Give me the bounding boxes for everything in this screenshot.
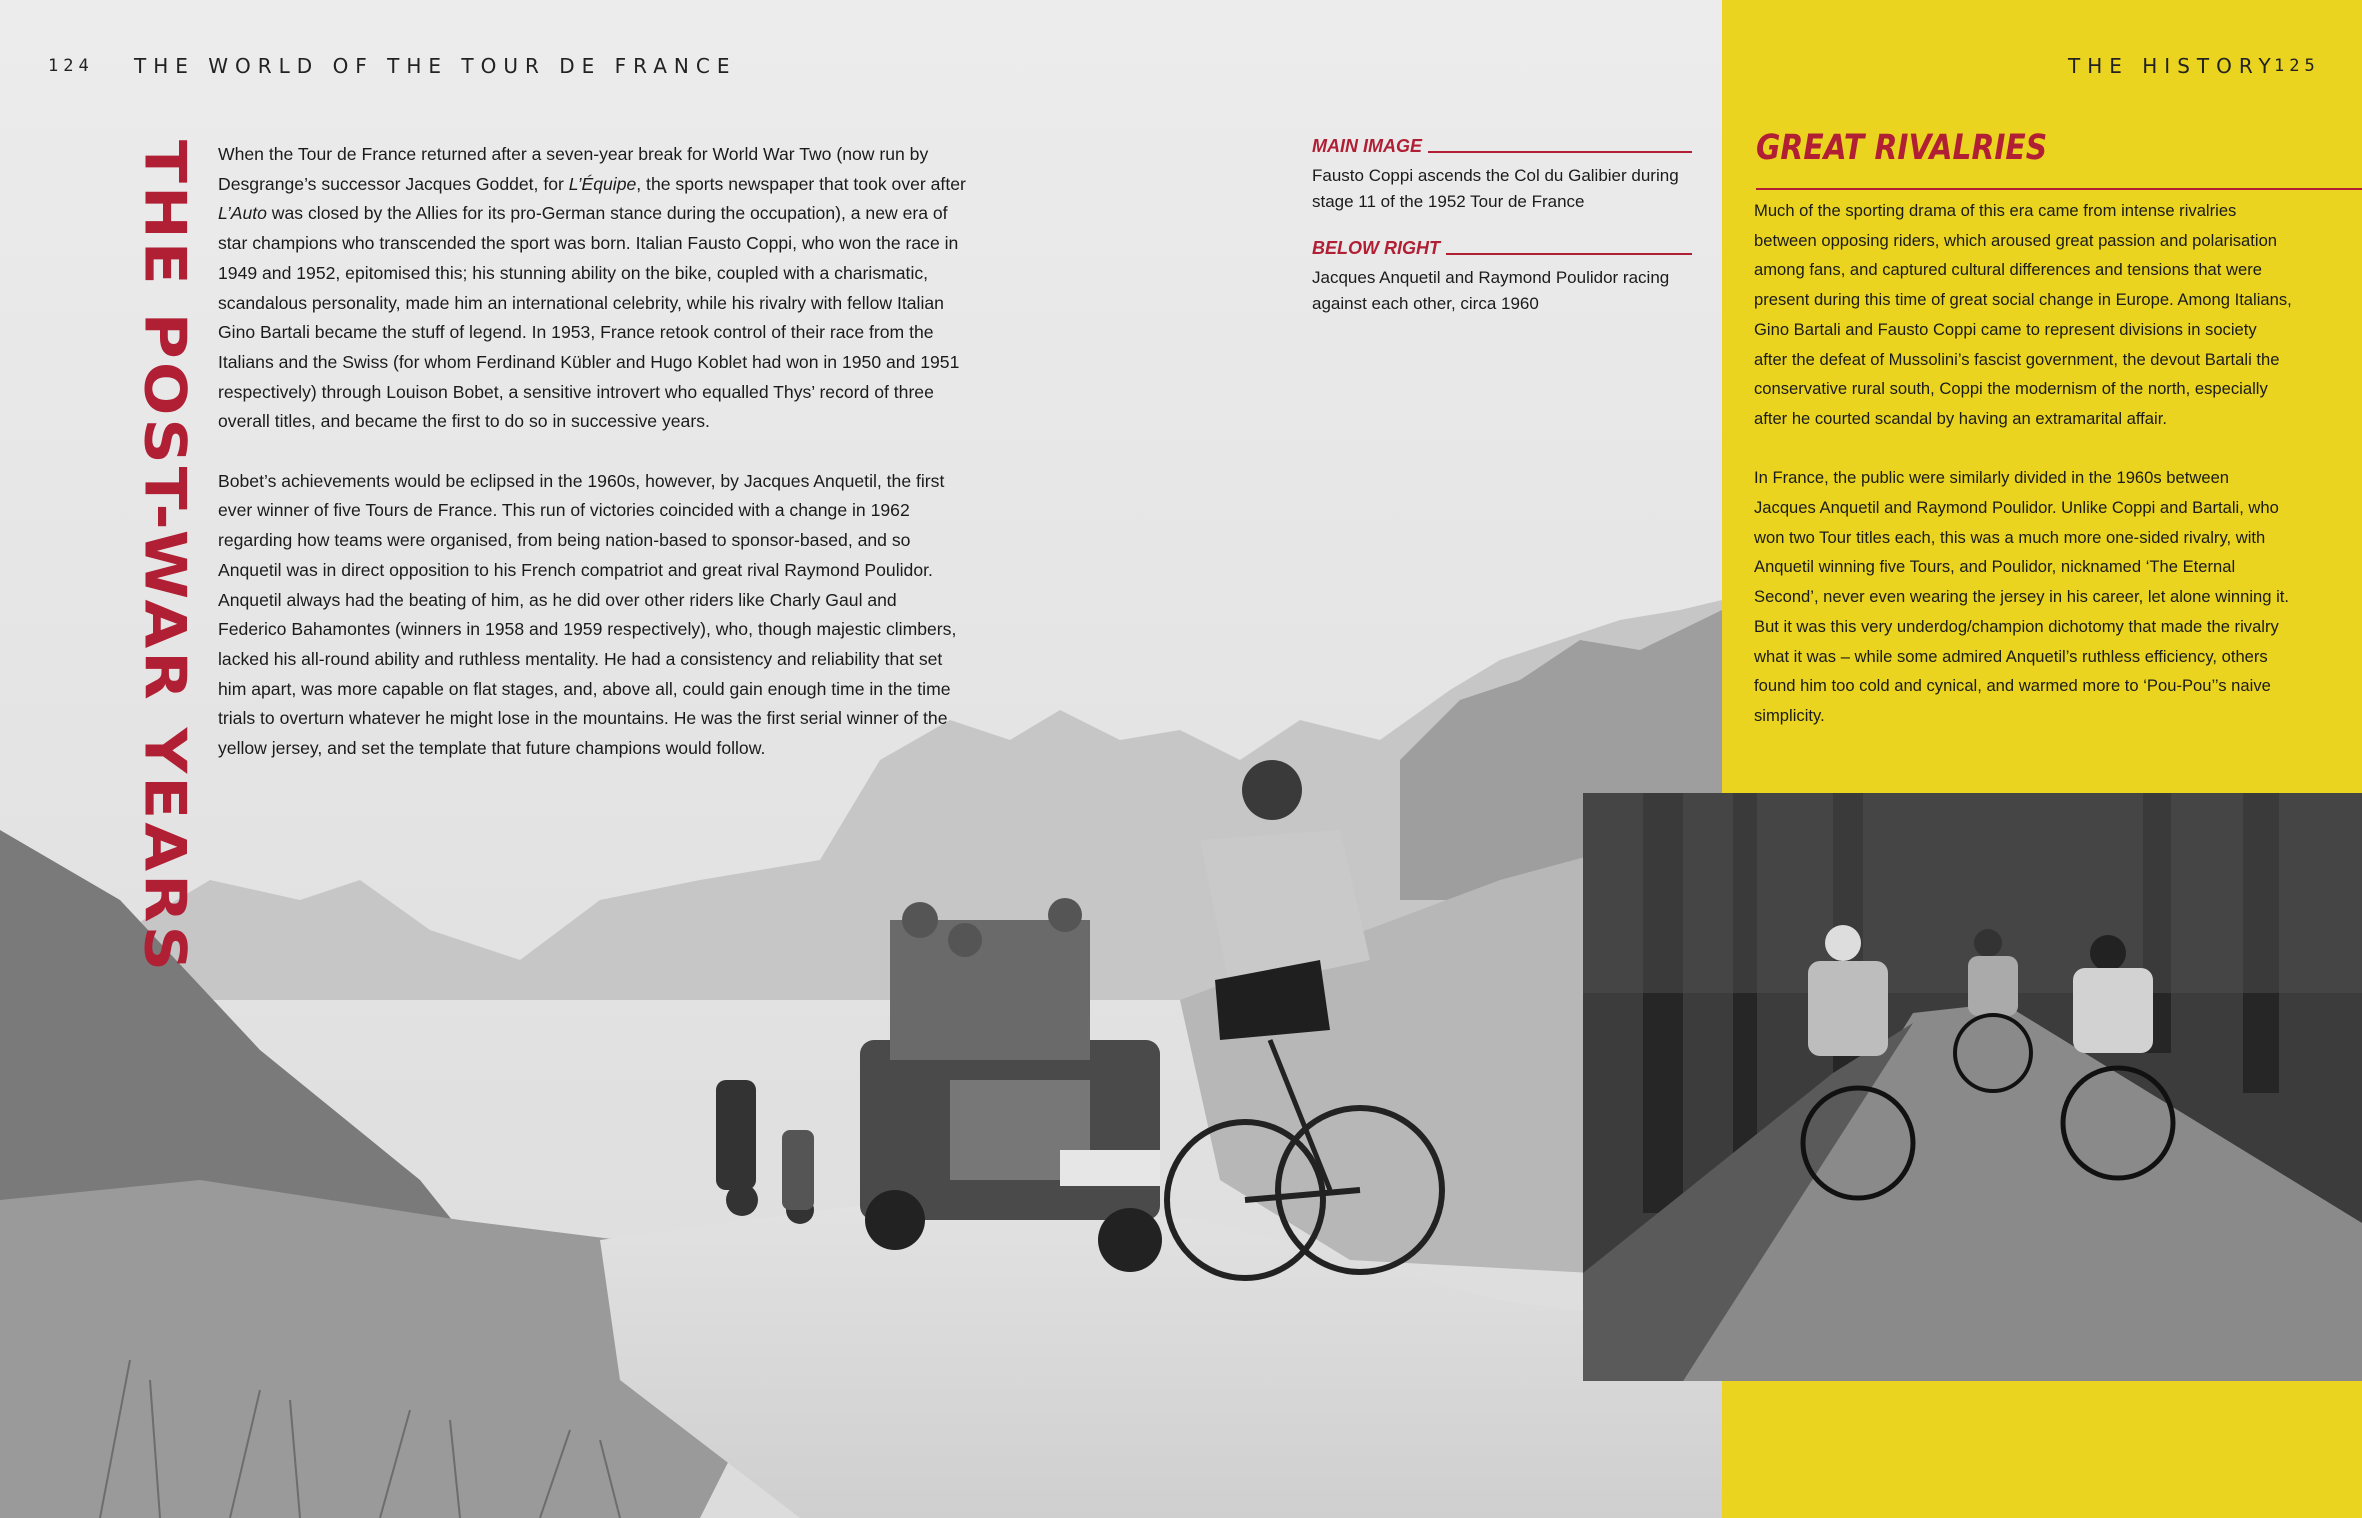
- left-page-number: 124: [48, 56, 94, 76]
- right-page-number: 125: [2274, 56, 2320, 76]
- main-body-text: [218, 140, 968, 793]
- sidebar-rule: [1756, 188, 2362, 190]
- italic-title: L’Auto: [218, 203, 267, 224]
- italic-title: L’Équipe: [568, 173, 637, 194]
- text-run: , the sports newspaper that took over after: [636, 173, 966, 194]
- caption-below-right: [1312, 238, 1692, 317]
- left-running-head: THE WORLD OF THE TOUR DE FRANCE: [134, 54, 737, 78]
- body-paragraph-1: [218, 140, 968, 437]
- right-running-head: THE HISTORY: [2068, 54, 2278, 78]
- text-run: When the Tour de France returned after a seven-year break for World War Two (now run by Desgrange’s successor Jacques Goddet, for: [218, 144, 929, 194]
- caption-label: BELOW RIGHT: [1312, 238, 1440, 258]
- caption-text: Fausto Coppi ascends the Col du Galibier during stage 11 of the 1952 Tour de France: [1312, 166, 1679, 211]
- sidebar-paragraph-1: Much of the sporting drama of this era came from intense rivalries between opposing riders, which aroused great passion and polarisation among fans, and captured cultural differences and tensions that were present during this time of great social change in Europe. Among Italians, Gino Bartali and Fausto Coppi came to represent divisions in society after the defeat of Mussolini’s fascist government, the devout Bartali the conservative rural south, Coppi the modernism of the north, especially after he courted scandal by having an extramarital affair.: [1754, 201, 2292, 428]
- caption-rule: [1428, 151, 1692, 153]
- caption-rule: [1446, 253, 1692, 255]
- sidebar-paragraph-2: In France, the public were similarly divided in the 1960s between Jacques Anquetil and Raymond Poulidor. Unlike Coppi and Bartali, who won two Tour titles each, this was a much more one-sided rivalry, with Anquetil winning five Tours, and Poulidor, nicknamed ‘The Eternal Second’, never even wearing the jersey in his career, let alone winning it. But it was this very underdog/champion dichotomy that made the rivalry what it was – while some admired Anquetil’s ruthless efficiency, others found him too cold and cynical, and warmed more to ‘Pou-Pou’’s naive simplicity.: [1754, 468, 2289, 725]
- section-title-text: THE POST-WAR YEARS: [132, 140, 198, 974]
- caption-label: MAIN IMAGE: [1312, 136, 1422, 156]
- caption-text: Jacques Anquetil and Raymond Poulidor racing against each other, circa 1960: [1312, 268, 1670, 313]
- below-right-photo: [1583, 793, 2362, 1381]
- section-title: [132, 140, 202, 974]
- sidebar-body: [1754, 196, 2294, 760]
- caption-main-image: [1312, 136, 1692, 215]
- sidebar-title: GREAT RIVALRIES: [1756, 128, 2048, 168]
- body-paragraph-2: Bobet’s achievements would be eclipsed in the 1960s, however, by Jacques Anquetil, the first ever winner of five Tours de France. This run of victories coincided with a change in 1962 regarding how teams were organised, from being nation-based to sponsor-based, and so Anquetil was in direct opposition to his French compatriot and great rival Raymond Poulidor. Anquetil always had the beating of him, as he did over other riders like Charly Gaul and Federico Bahamontes (winners in 1958 and 1959 respectively), who, though majestic climbers, lacked his all-round ability and ruthless mentality. He had a consistency and reliability that set him apart, was more capable on flat stages, and, above all, could gain enough time in the time trials to overturn whatever he might lose in the mountains. He was the first serial winner of the yellow jersey, and set the template that future champions would follow.: [218, 470, 957, 759]
- text-run: was closed by the Allies for its pro-German stance during the occupation), a new era of star champions who transcended the sport was born. Italian Fausto Coppi, who won the race in 1949 and 1952, epitomised this; his stunning ability on the bike, coupled with a charismatic, scandalous personality, made him an international celebrity, while his rivalry with fellow Italian Gino Bartali became the stuff of legend. In 1953, France retook control of their race from the Italians and the Swiss (for whom Ferdinand Kübler and Hugo Koblet had won in 1950 and 1951 respectively) through Louison Bobet, a sensitive introvert who equalled Thys’ record of three overall titles, and became the first to do so in successive years.: [218, 203, 960, 432]
